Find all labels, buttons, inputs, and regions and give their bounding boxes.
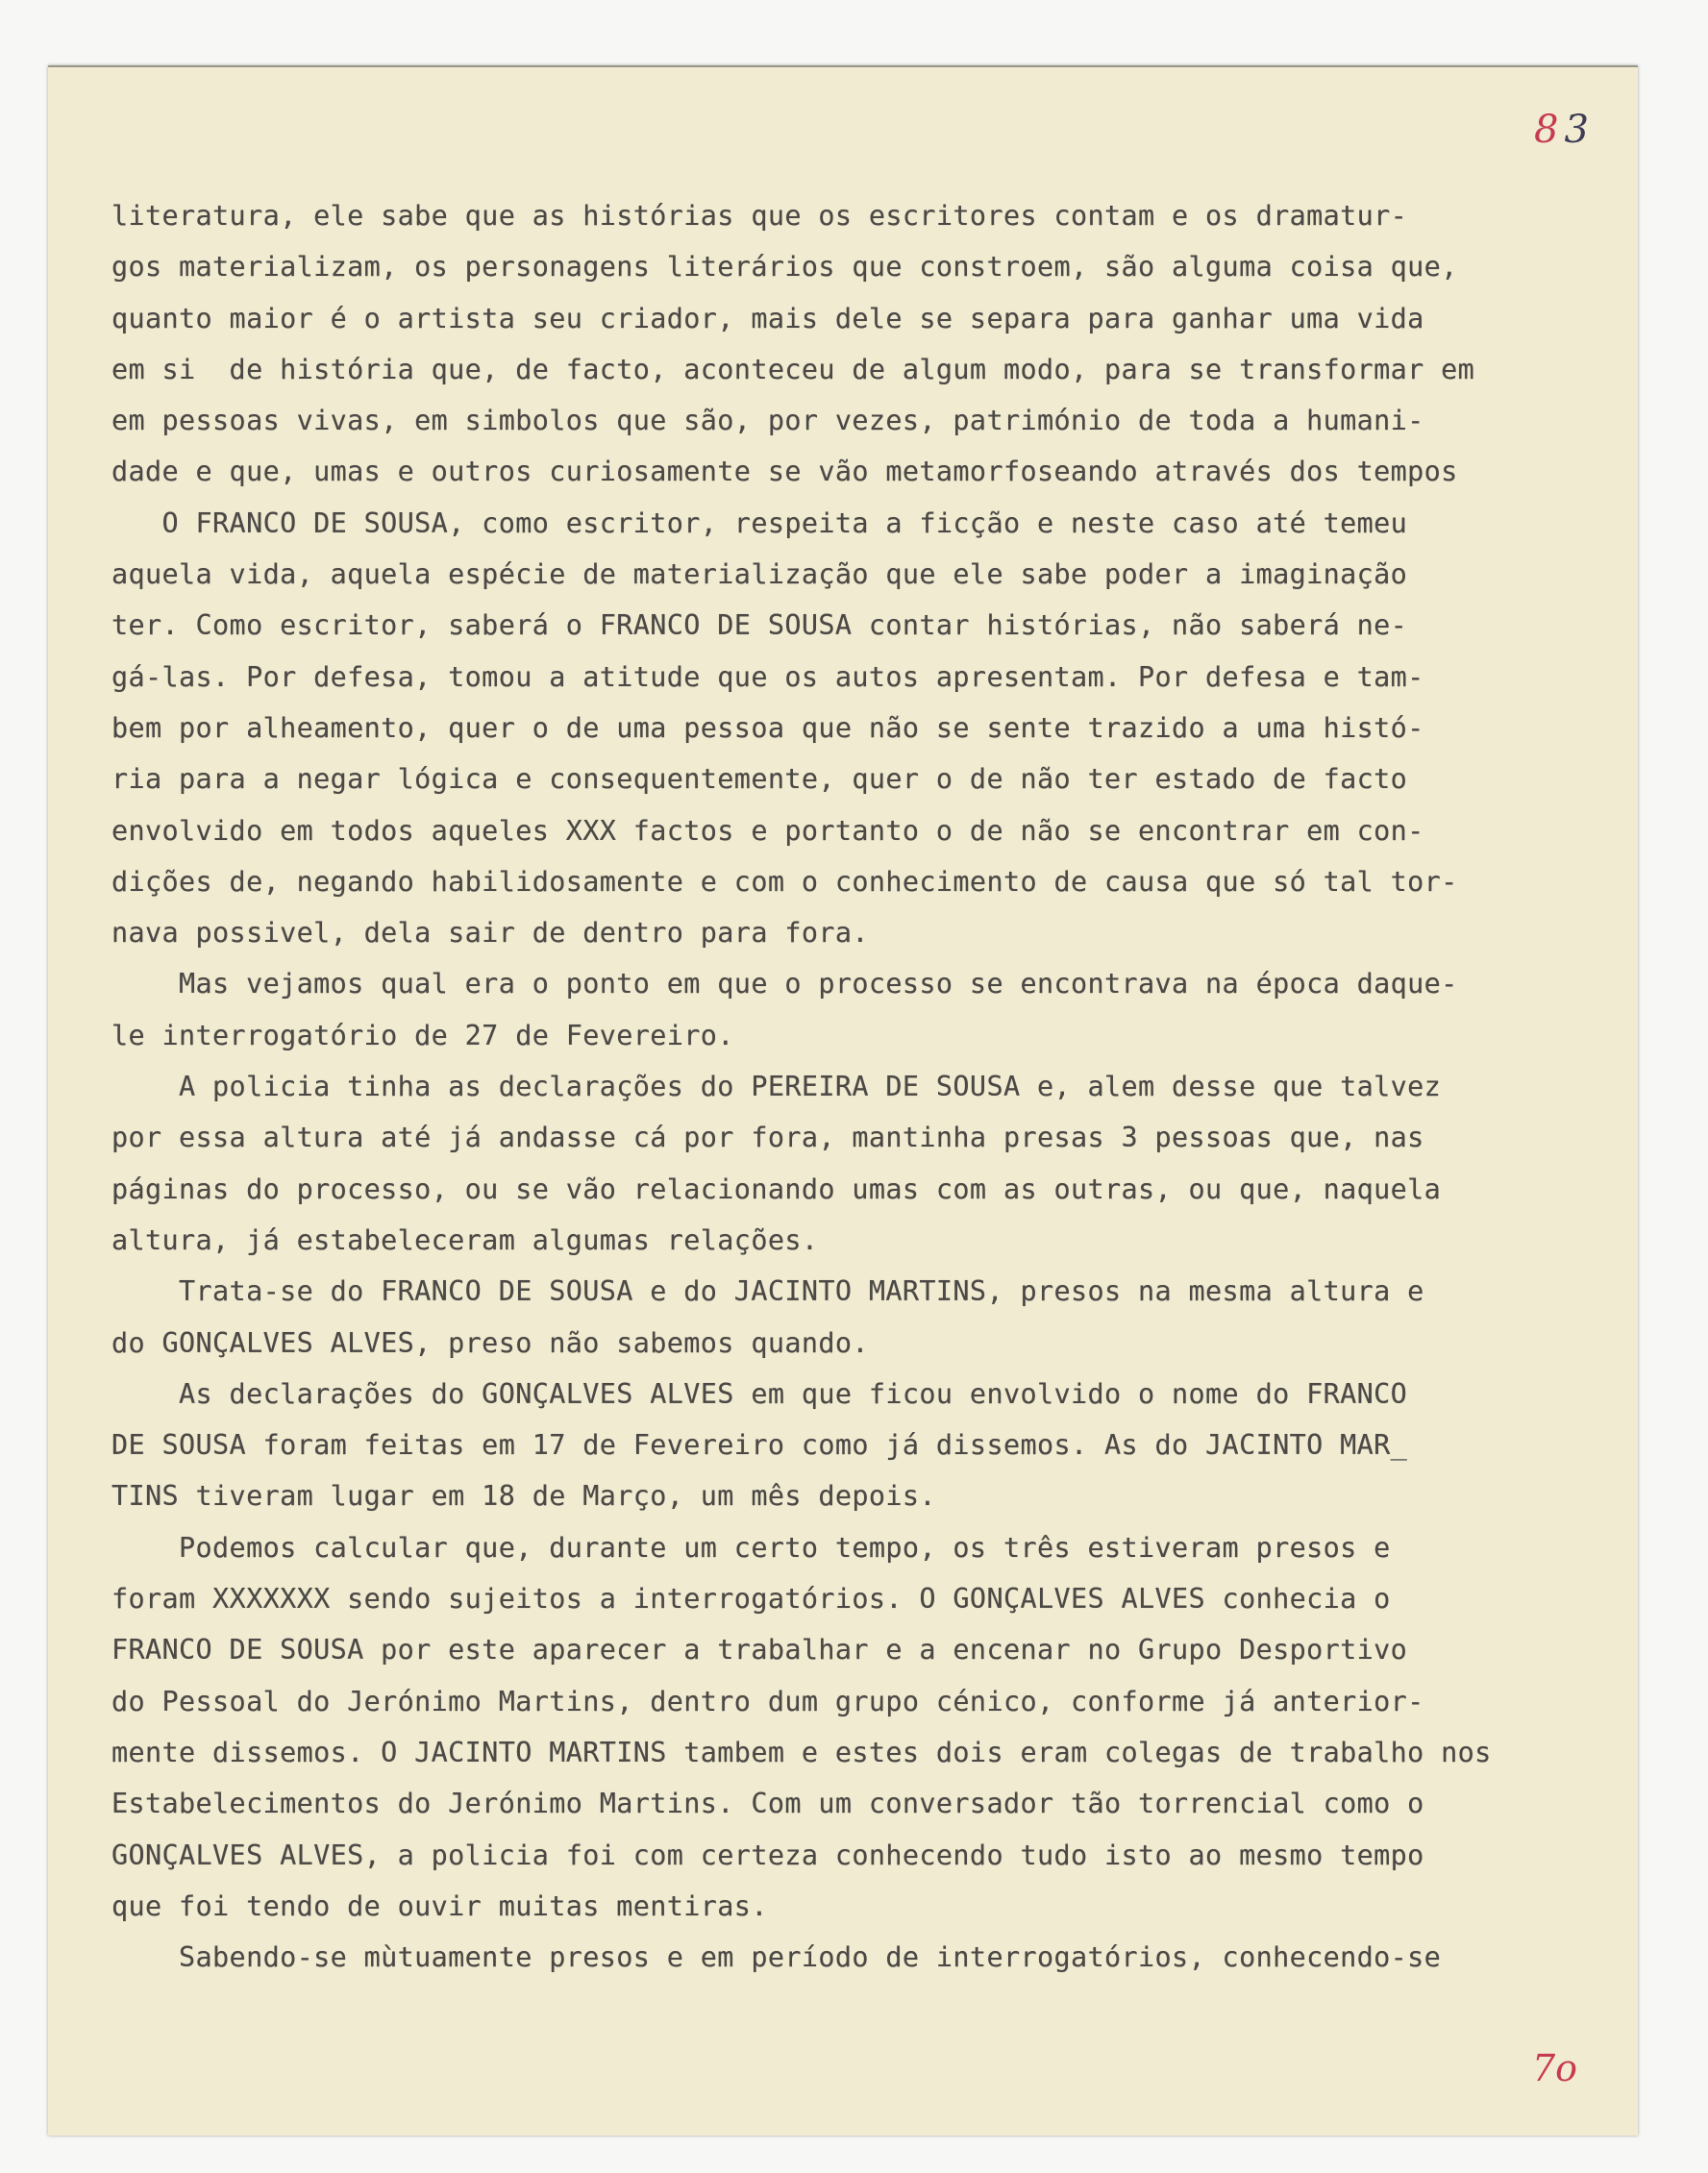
text-line: literatura, ele sabe que as histórias que os escritores contam e os dramatur- <box>111 200 1408 232</box>
text-line: Mas vejamos qual era o ponto em que o processo se encontrava na época daque- <box>111 968 1458 1000</box>
text-line: O FRANCO DE SOUSA, como escritor, respeita a ficção e neste caso até temeu <box>111 506 1408 539</box>
text-line: em si de história que, de facto, aconteceu de algum modo, para se transformar em <box>111 353 1475 385</box>
text-line: GONÇALVES ALVES, a policia foi com certeza conhecendo tudo isto ao mesmo tempo <box>111 1839 1424 1871</box>
text-line: Trata-se do FRANCO DE SOUSA e do JACINTO MARTINS, presos na mesma altura e <box>111 1275 1424 1308</box>
page-number <box>1534 108 1595 152</box>
text-line: TINS tiveram lugar em 18 de Março, um mês depois. <box>111 1480 936 1513</box>
page-number-secondary: 3 <box>1564 108 1595 152</box>
text-line: Podemos calcular que, durante um certo tempo, os três estiveram presos e <box>111 1531 1391 1564</box>
text-line: dade e que, umas e outros curiosamente se vão metamorfoseando através dos tempos <box>111 456 1458 488</box>
text-line: le interrogatório de 27 de Fevereiro. <box>111 1019 734 1051</box>
text-line: altura, já estabeleceram algumas relações. <box>111 1223 819 1256</box>
text-line: ter. Como escritor, saberá o FRANCO DE SOUSA contar histórias, não saberá ne- <box>111 609 1408 642</box>
page-number-primary: 8 <box>1534 108 1565 152</box>
text-line: mente dissemos. O JACINTO MARTINS tambem e estes dois eram colegas de trabalho nos <box>111 1736 1492 1768</box>
text-line: quanto maior é o artista seu criador, mais dele se separa para ganhar uma vida <box>111 302 1424 334</box>
text-line: gos materializam, os personagens literários que constroem, são alguma coisa que, <box>111 251 1458 284</box>
text-line: ria para a negar lógica e consequentemente, quer o de não ter estado de facto <box>111 763 1408 796</box>
text-line: foram XXXXXXX sendo sujeitos a interrogatórios. O GONÇALVES ALVES conhecia o <box>111 1583 1391 1616</box>
text-line: aquela vida, aquela espécie de materialização que ele sabe poder a imaginação <box>111 558 1408 591</box>
text-line: em pessoas vivas, em simbolos que são, por vezes, património de toda a humani- <box>111 405 1424 437</box>
text-line: dições de, negando habilidosamente e com o conhecimento de causa que só tal tor- <box>111 865 1458 898</box>
text-line: As declarações do GONÇALVES ALVES em que ficou envolvido o nome do FRANCO <box>111 1377 1408 1410</box>
text-line: nava possivel, dela sair de dentro para fora. <box>111 917 869 950</box>
handwritten-folio-mark: 7o <box>1532 2047 1578 2089</box>
text-line: gá-las. Por defesa, tomou a atitude que os autos apresentam. Por defesa e tam- <box>111 660 1424 693</box>
text-line: por essa altura até já andasse cá por fora, mantinha presas 3 pessoas que, nas <box>111 1122 1424 1154</box>
text-line: páginas do processo, ou se vão relacionando umas com as outras, ou que, naquela <box>111 1173 1442 1205</box>
text-line: envolvido em todos aqueles XXX factos e portanto o de não se encontrar em con- <box>111 814 1424 847</box>
text-line: bem por alheamento, quer o de uma pessoa que não se sente trazido a uma histó- <box>111 711 1424 744</box>
typed-text-body <box>111 190 1630 1983</box>
text-line: A policia tinha as declarações do PEREIRA DE SOUSA e, alem desse que talvez <box>111 1071 1442 1103</box>
text-line: Estabelecimentos do Jerónimo Martins. Com um conversador tão torrencial como o <box>111 1788 1424 1820</box>
text-line: que foi tendo de ouvir muitas mentiras. <box>111 1889 768 1922</box>
text-line: FRANCO DE SOUSA por este aparecer a trabalhar e a encenar no Grupo Desportivo <box>111 1634 1408 1667</box>
text-line: do GONÇALVES ALVES, preso não sabemos quando. <box>111 1326 869 1359</box>
text-line: Sabendo-se mùtuamente presos e em período de interrogatórios, conhecendo-se <box>111 1941 1442 1974</box>
text-line: DE SOUSA foram feitas em 17 de Fevereiro como já dissemos. As do JACINTO MAR_ <box>111 1429 1408 1462</box>
text-line: do Pessoal do Jerónimo Martins, dentro dum grupo cénico, conforme já anterior- <box>111 1685 1424 1717</box>
